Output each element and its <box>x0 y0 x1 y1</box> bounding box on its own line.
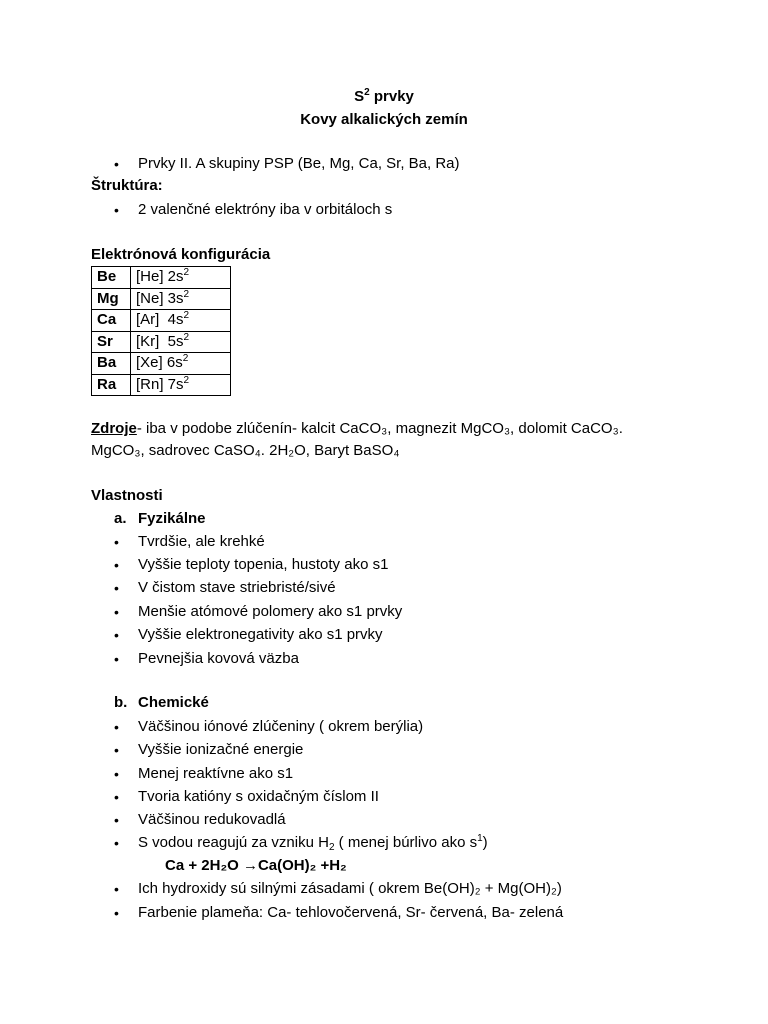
table-row <box>92 288 231 310</box>
list-item: Vyššie elektronegativity ako s1 prvky <box>138 626 383 643</box>
physical-heading: Fyzikálne <box>138 510 206 527</box>
bullet-icon: • <box>114 742 119 758</box>
element-cell: Ca <box>92 310 131 332</box>
list-item-water: S vodou reagujú za vzniku $H_2$ ( menej búrlivo ako $s^1$) <box>138 833 488 853</box>
structure-bullet-text: 2 valenčné elektróny iba v orbitáloch s <box>138 201 393 218</box>
list-item: Pevnejšia kovová väzba <box>138 650 299 667</box>
structure-heading: Štruktúra: <box>91 177 163 194</box>
bullet-icon: • <box>114 881 119 897</box>
bullet-icon: • <box>114 557 119 573</box>
config-cell: [Xe] $6s^2$ <box>131 353 231 375</box>
config-table <box>91 266 231 396</box>
sources-label: Zdroje <box>91 420 137 437</box>
properties-heading: Vlastnosti <box>91 487 163 504</box>
bullet-icon: • <box>114 812 119 828</box>
bullet-icon: • <box>114 534 119 550</box>
config-cell: [Rn] $7s^2$ <box>131 374 231 396</box>
list-item: Väčšinou iónové zlúčeniny ( okrem berýlia) <box>138 718 424 735</box>
bullet-icon: • <box>114 202 119 218</box>
list-item: Väčšinou redukovadlá <box>138 811 286 828</box>
table-row <box>92 310 231 332</box>
physical-marker: a. <box>114 510 127 527</box>
config-cell: [Ar] $4s^2$ <box>131 310 231 332</box>
table-row <box>92 267 231 289</box>
list-item: Farbenie plameňa: Ca- tehlovočervená, Sr- červená, Ba- zelená <box>138 904 564 921</box>
bullet-icon: • <box>114 604 119 620</box>
table-row <box>92 374 231 396</box>
bullet-icon: • <box>114 719 119 735</box>
element-cell: Ba <box>92 353 131 375</box>
config-cell: [Ne] $3s^2$ <box>131 288 231 310</box>
bullet-icon: • <box>114 580 119 596</box>
element-cell: Mg <box>92 288 131 310</box>
bullet-icon: • <box>114 766 119 782</box>
list-item: Vyššie ionizačné energie <box>138 741 304 758</box>
bullet-icon: • <box>114 651 119 667</box>
list-item: Ich hydroxidy sú silnými zásadami ( okrem Be(OH)₂ + Mg(OH)₂) <box>138 880 562 897</box>
sources-line-2: MgCO₃, sadrovec CaSO₄. 2H₂O, Baryt BaSO₄ <box>91 442 400 459</box>
title-sup: 2 <box>364 87 370 98</box>
intro-bullet-text: Prvky II. A skupiny PSP (Be, Mg, Ca, Sr, Ba, Ra) <box>138 155 460 172</box>
config-cell: [Kr] $5s^2$ <box>131 331 231 353</box>
sources-line-1 <box>91 420 623 438</box>
chemical-marker: b. <box>114 694 128 711</box>
title-rest: prvky <box>369 88 414 105</box>
list-item: V čistom stave striebristé/sivé <box>138 579 336 596</box>
table-row <box>92 331 231 353</box>
list-item: Tvrdšie, ale krehké <box>138 533 265 550</box>
bullet-icon: • <box>114 627 119 643</box>
reaction-equation: Ca + 2H₂O →Ca(OH)₂ +H₂ <box>165 857 347 874</box>
table-row <box>92 353 231 375</box>
element-cell: Be <box>92 267 131 289</box>
bullet-icon: • <box>114 835 119 851</box>
list-item: Vyššie teploty topenia, hustoty ako s1 <box>138 556 389 573</box>
list-item: Tvoria katióny s oxidačným číslom II <box>138 788 379 805</box>
bullet-icon: • <box>114 789 119 805</box>
list-item: Menej reaktívne ako s1 <box>138 765 294 782</box>
bullet-icon: • <box>114 905 119 921</box>
element-cell: Ra <box>92 374 131 396</box>
list-item: Menšie atómové polomery ako s1 prvky <box>138 603 403 620</box>
sources-text-1: - iba v podobe zlúčenín- kalcit CaCO₃, magnezit MgCO₃, dolomit CaCO₃. <box>136 420 623 437</box>
config-heading: Elektrónová konfigurácia <box>91 246 271 263</box>
bullet-icon: • <box>114 156 119 172</box>
page-subtitle: Kovy alkalických zemín <box>300 111 468 128</box>
element-cell: Sr <box>92 331 131 353</box>
config-cell: [He] $2s^2$ <box>131 267 231 289</box>
chemical-heading: Chemické <box>138 694 209 711</box>
page-title <box>0 88 768 106</box>
title-s: S <box>354 88 365 105</box>
